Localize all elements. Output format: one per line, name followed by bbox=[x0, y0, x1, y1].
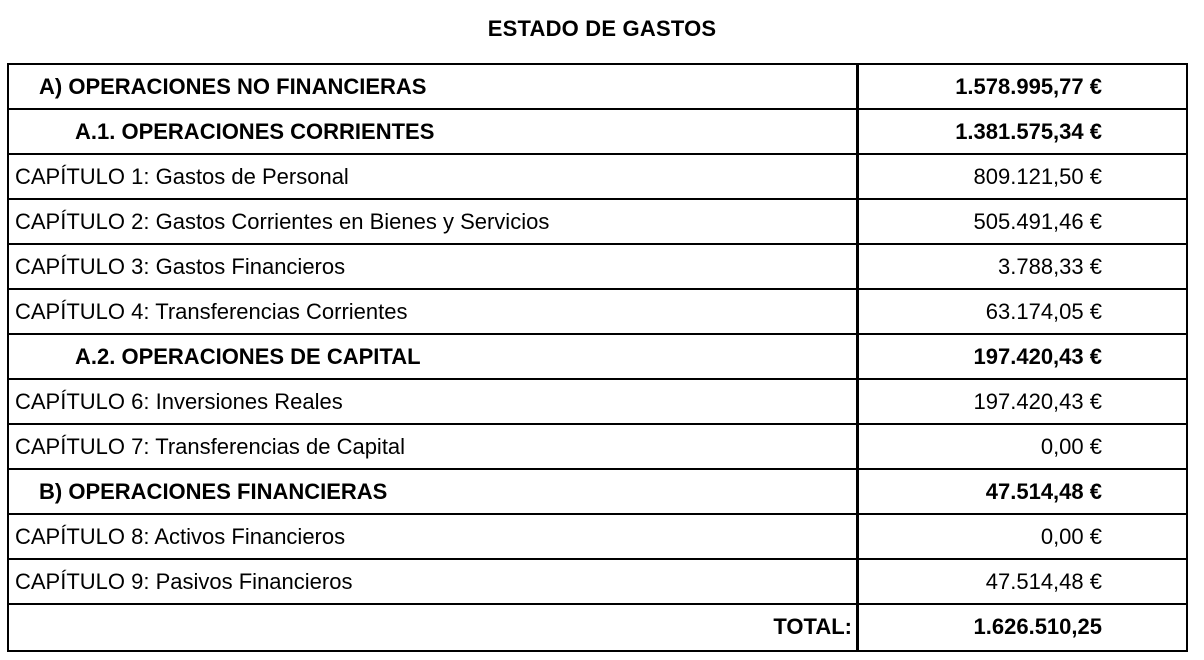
section-row-financial bbox=[9, 470, 1186, 515]
row-label: CAPÍTULO 4: Transferencias Corrientes bbox=[9, 290, 859, 333]
expense-table bbox=[7, 63, 1188, 652]
row-value: 47.514,48 € bbox=[985, 569, 1102, 594]
row-value: 197.420,43 € bbox=[973, 389, 1102, 414]
row-value: 1.578.995,77 € bbox=[955, 74, 1102, 99]
document-title: ESTADO DE GASTOS bbox=[487, 16, 717, 41]
section-row-non-financial bbox=[9, 65, 1186, 110]
row-label: CAPÍTULO 3: Gastos Financieros bbox=[9, 245, 859, 288]
row-value: 0,00 € bbox=[1040, 434, 1102, 459]
row-value: 809.121,50 € bbox=[973, 164, 1102, 189]
row-value: 505.491,46 € bbox=[973, 209, 1102, 234]
chapter-row-6 bbox=[9, 380, 1186, 425]
row-label: A) OPERACIONES NO FINANCIERAS bbox=[9, 65, 859, 108]
row-label: CAPÍTULO 7: Transferencias de Capital bbox=[9, 425, 859, 468]
row-value: 47.514,48 € bbox=[985, 479, 1102, 504]
chapter-row-1 bbox=[9, 155, 1186, 200]
row-value: 197.420,43 € bbox=[973, 344, 1102, 369]
row-label: CAPÍTULO 9: Pasivos Financieros bbox=[9, 560, 859, 603]
row-label: A.1. OPERACIONES CORRIENTES bbox=[9, 110, 859, 153]
row-label: CAPÍTULO 1: Gastos de Personal bbox=[9, 155, 859, 198]
row-label: B) OPERACIONES FINANCIERAS bbox=[9, 470, 859, 513]
subsection-row-current bbox=[9, 110, 1186, 155]
chapter-row-2 bbox=[9, 200, 1186, 245]
row-value: 1.381.575,34 € bbox=[955, 119, 1102, 144]
row-label: CAPÍTULO 8: Activos Financieros bbox=[9, 515, 859, 558]
chapter-row-9 bbox=[9, 560, 1186, 605]
total-value: 1.626.510,25 bbox=[973, 614, 1102, 639]
chapter-row-7 bbox=[9, 425, 1186, 470]
row-value: 0,00 € bbox=[1040, 524, 1102, 549]
row-value: 3.788,33 € bbox=[998, 254, 1102, 279]
chapter-row-3 bbox=[9, 245, 1186, 290]
row-value: 63.174,05 € bbox=[985, 299, 1102, 324]
total-label: TOTAL: bbox=[9, 605, 859, 650]
row-label: CAPÍTULO 6: Inversiones Reales bbox=[9, 380, 859, 423]
subsection-row-capital bbox=[9, 335, 1186, 380]
row-label: A.2. OPERACIONES DE CAPITAL bbox=[9, 335, 859, 378]
row-label: CAPÍTULO 2: Gastos Corrientes en Bienes y Servicios bbox=[9, 200, 859, 243]
chapter-row-8 bbox=[9, 515, 1186, 560]
total-row bbox=[9, 605, 1186, 650]
chapter-row-4 bbox=[9, 290, 1186, 335]
